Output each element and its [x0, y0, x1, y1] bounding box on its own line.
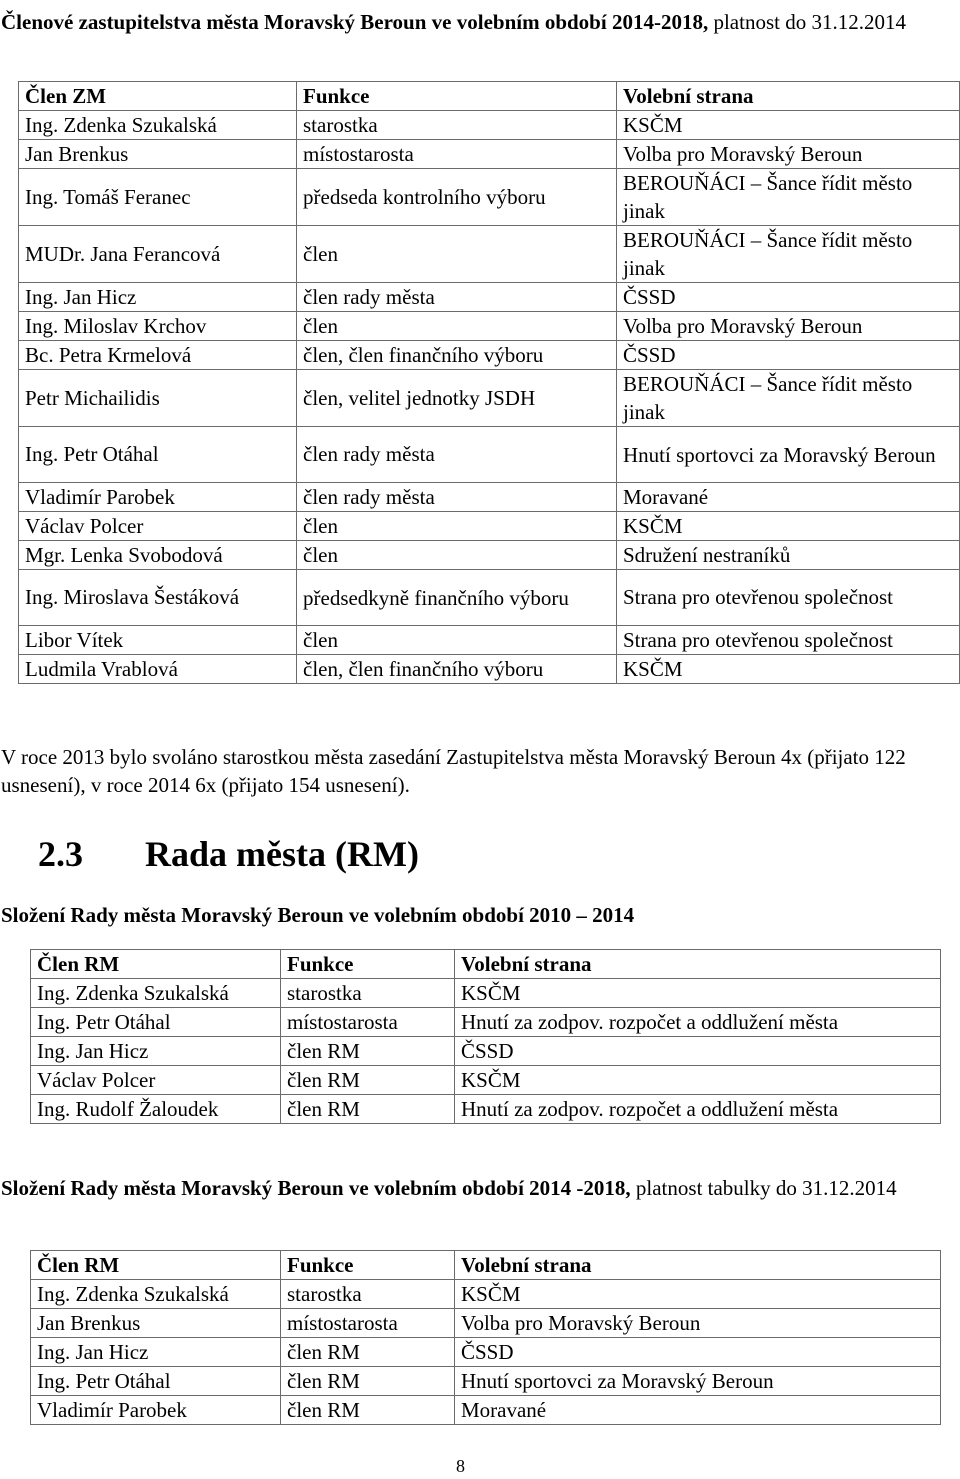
member-name-cell: Ing. Petr Otáhal — [31, 1367, 281, 1396]
member-function-cell: člen RM — [281, 1066, 455, 1095]
table-row — [19, 169, 960, 226]
table-row — [19, 483, 960, 512]
table-row — [19, 626, 960, 655]
member-party-cell: KSČM — [455, 1280, 941, 1309]
member-function-cell: člen RM — [281, 1095, 455, 1124]
member-party-cell: Strana pro otevřenou společnost — [617, 626, 960, 655]
page-number: 8 — [456, 1456, 465, 1476]
member-name-cell: Jan Brenkus — [19, 140, 297, 169]
member-party-cell: ČSSD — [617, 283, 960, 312]
member-party-cell: Hnutí sportovci za Moravský Beroun — [455, 1367, 941, 1396]
member-name-cell: Ing. Zdenka Szukalská — [31, 979, 281, 1008]
member-function-cell: člen rady města — [297, 427, 617, 483]
member-function-cell: starostka — [281, 1280, 455, 1309]
member-name-cell: Václav Polcer — [19, 512, 297, 541]
heading-rada-2014-2018-bold: Složení Rady města Moravský Beroun ve volebním období 2014 -2018, — [1, 1176, 631, 1200]
member-function-cell: člen, člen finančního výboru — [297, 655, 617, 684]
table-row — [19, 655, 960, 684]
member-name-cell: Ing. Jan Hicz — [19, 283, 297, 312]
member-party-cell: KSČM — [455, 979, 941, 1008]
heading-rada-2014-2018-validity: platnost tabulky do 31.12.2014 — [630, 1176, 897, 1200]
member-party-cell: Sdružení nestraníků — [617, 541, 960, 570]
member-name-cell: Ing. Zdenka Szukalská — [31, 1280, 281, 1309]
table-row — [19, 226, 960, 283]
member-name-cell: Ing. Tomáš Feranec — [19, 169, 297, 226]
member-party-cell: KSČM — [617, 512, 960, 541]
member-party-cell: Strana pro otevřenou společnost — [617, 570, 960, 626]
member-name-cell: Jan Brenkus — [31, 1309, 281, 1338]
section-title: Rada města (RM) — [145, 834, 419, 874]
table-header-cell: Člen RM — [31, 950, 281, 979]
member-function-cell: starostka — [281, 979, 455, 1008]
table-header-cell: Volební strana — [455, 950, 941, 979]
table-header-cell: Funkce — [281, 950, 455, 979]
member-party-cell: ČSSD — [455, 1338, 941, 1367]
member-party-cell: Volba pro Moravský Beroun — [617, 140, 960, 169]
member-party-cell: Volba pro Moravský Beroun — [617, 312, 960, 341]
table-rada-2010-2014 — [30, 949, 941, 1124]
table-row — [31, 1008, 941, 1037]
member-function-cell: člen RM — [281, 1338, 455, 1367]
member-name-cell: Ing. Petr Otáhal — [19, 427, 297, 483]
table-zastupitelstvo-members — [18, 81, 960, 684]
member-function-cell: člen rady města — [297, 283, 617, 312]
member-party-cell: Hnutí za zodpov. rozpočet a oddlužení města — [455, 1095, 941, 1124]
table-row — [31, 1066, 941, 1095]
member-function-cell: člen — [297, 226, 617, 283]
member-name-cell: Mgr. Lenka Svobodová — [19, 541, 297, 570]
member-function-cell: místostarosta — [297, 140, 617, 169]
member-name-cell: Petr Michailidis — [19, 370, 297, 427]
table-header-cell: Funkce — [297, 82, 617, 111]
table-row — [31, 1367, 941, 1396]
section-number: 2.3 — [38, 834, 83, 874]
table-row — [19, 341, 960, 370]
table-row — [19, 140, 960, 169]
member-name-cell: MUDr. Jana Ferancová — [19, 226, 297, 283]
table-row — [31, 1396, 941, 1425]
member-name-cell: Bc. Petra Krmelová — [19, 341, 297, 370]
table-row — [31, 979, 941, 1008]
member-name-cell: Ing. Jan Hicz — [31, 1338, 281, 1367]
table-row — [31, 1095, 941, 1124]
member-name-cell: Ing. Rudolf Žaloudek — [31, 1095, 281, 1124]
member-function-cell: místostarosta — [281, 1309, 455, 1338]
member-name-cell: Ing. Miroslava Šestáková — [19, 570, 297, 626]
table-header-cell: Člen ZM — [19, 82, 297, 111]
heading-rada-2014-2018 — [1, 1174, 936, 1202]
table-row — [19, 570, 960, 626]
member-name-cell: Ing. Petr Otáhal — [31, 1008, 281, 1037]
member-function-cell: člen — [297, 541, 617, 570]
table-row — [19, 370, 960, 427]
member-name-cell: Ing. Zdenka Szukalská — [19, 111, 297, 140]
member-name-cell: Vladimír Parobek — [31, 1396, 281, 1425]
member-name-cell: Libor Vítek — [19, 626, 297, 655]
table-header-cell: Volební strana — [617, 82, 960, 111]
member-function-cell: předseda kontrolního výboru — [297, 169, 617, 226]
table-header-row — [31, 950, 941, 979]
member-function-cell: člen RM — [281, 1396, 455, 1425]
member-party-cell: BEROUŇÁCI – Šance řídit město jinak — [617, 370, 960, 427]
paragraph-sessions: V roce 2013 bylo svoláno starostkou města zasedání Zastupitelstva města Moravský Beroun 4x (přijato 122 usnesení), v roce 2014 6x (přijato 154 usnesení). — [1, 745, 906, 797]
member-name-cell: Ing. Jan Hicz — [31, 1037, 281, 1066]
member-function-cell: člen — [297, 512, 617, 541]
table-row — [19, 312, 960, 341]
member-name-cell: Ing. Miloslav Krchov — [19, 312, 297, 341]
heading-zastupitelstvo-bold: Členové zastupitelstva města Moravský Beroun ve volebním období 2014-2018, — [1, 10, 709, 34]
member-function-cell: člen — [297, 312, 617, 341]
heading-rada-2010-2014: Složení Rady města Moravský Beroun ve volebním období 2010 – 2014 — [1, 903, 635, 927]
table-row — [31, 1309, 941, 1338]
heading-zastupitelstvo — [1, 8, 936, 36]
table-rada-2014-2018 — [30, 1250, 941, 1425]
member-party-cell: BEROUŇÁCI – Šance řídit město jinak — [617, 169, 960, 226]
table-row — [31, 1280, 941, 1309]
table-header-cell: Člen RM — [31, 1251, 281, 1280]
table-row — [19, 427, 960, 483]
member-party-cell: KSČM — [617, 111, 960, 140]
member-name-cell: Ludmila Vrablová — [19, 655, 297, 684]
member-function-cell: starostka — [297, 111, 617, 140]
member-function-cell: člen — [297, 626, 617, 655]
member-function-cell: člen RM — [281, 1037, 455, 1066]
member-name-cell: Vladimír Parobek — [19, 483, 297, 512]
table-header-row — [31, 1251, 941, 1280]
member-party-cell: Hnutí sportovci za Moravský Beroun — [617, 427, 960, 483]
table-row — [31, 1037, 941, 1066]
member-party-cell: Hnutí za zodpov. rozpočet a oddlužení města — [455, 1008, 941, 1037]
table-header-row — [19, 82, 960, 111]
member-party-cell: BEROUŇÁCI – Šance řídit město jinak — [617, 226, 960, 283]
heading-zastupitelstvo-validity: platnost do 31.12.2014 — [708, 10, 906, 34]
table-row — [19, 541, 960, 570]
table-row — [19, 111, 960, 140]
table-header-cell: Volební strana — [455, 1251, 941, 1280]
member-function-cell: člen, člen finančního výboru — [297, 341, 617, 370]
member-party-cell: Moravané — [455, 1396, 941, 1425]
member-function-cell: člen rady města — [297, 483, 617, 512]
table-row — [19, 512, 960, 541]
member-function-cell: člen RM — [281, 1367, 455, 1396]
member-party-cell: Moravané — [617, 483, 960, 512]
member-party-cell: KSČM — [455, 1066, 941, 1095]
member-name-cell: Václav Polcer — [31, 1066, 281, 1095]
table-header-cell: Funkce — [281, 1251, 455, 1280]
member-function-cell: člen, velitel jednotky JSDH — [297, 370, 617, 427]
table-row — [19, 283, 960, 312]
member-function-cell: místostarosta — [281, 1008, 455, 1037]
member-party-cell: ČSSD — [455, 1037, 941, 1066]
table-row — [31, 1338, 941, 1367]
member-function-cell: předsedkyně finančního výboru — [297, 570, 617, 626]
member-party-cell: KSČM — [617, 655, 960, 684]
member-party-cell: ČSSD — [617, 341, 960, 370]
member-party-cell: Volba pro Moravský Beroun — [455, 1309, 941, 1338]
